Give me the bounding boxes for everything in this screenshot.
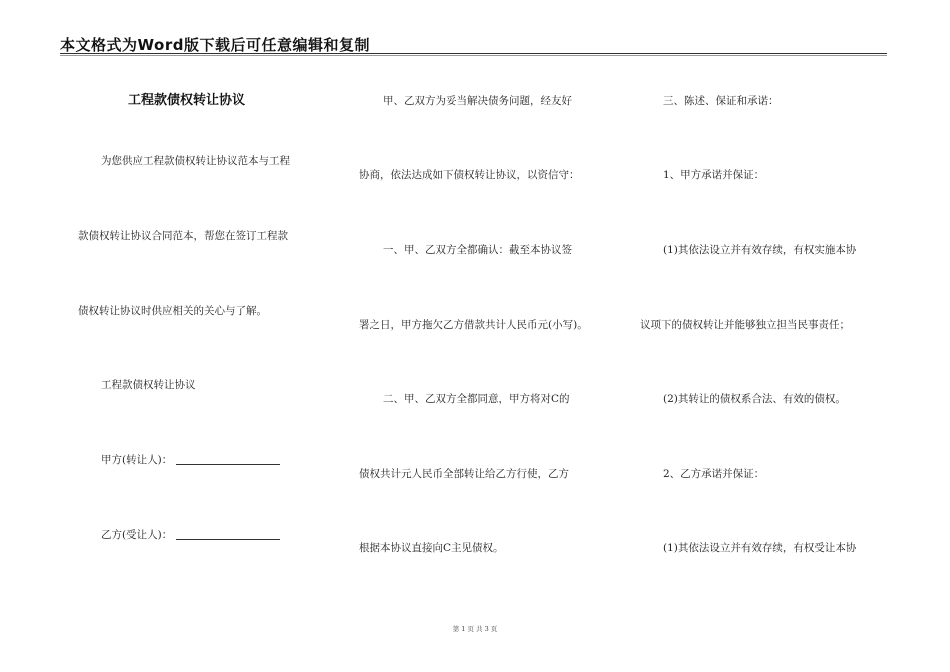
party-b-row [101,528,280,542]
party-a-row [101,453,280,467]
col2-line-4: 署之日，甲方拖欠乙方借款共计人民币元(小写)。 [359,319,588,331]
col3-line-3: (1)其依法设立并有效存续，有权实施本协 [663,244,857,256]
col3-line-1: 三、陈述、保证和承诺： [663,95,779,107]
col3-line-2: 1、甲方承诺并保证： [663,169,765,181]
doc-title: 工程款债权转让协议 [128,93,246,108]
col3-line-5: (2)其转让的债权系合法、有效的债权。 [663,393,846,405]
col2-line-7: 根据本协议直接向C主见债权。 [359,542,504,554]
party-a-label: 甲方(转让人)： [101,454,173,466]
col1-line-2: 款债权转让协议合同范本，帮您在签订工程款 [78,230,288,242]
header-rule-thin [60,55,887,56]
col1-line-3: 债权转让协议时供应相关的关心与了解。 [78,305,267,317]
col3-line-7: (1)其依法设立并有效存续，有权受让本协 [663,542,857,554]
col2-line-5: 二、甲、乙双方全都同意，甲方将对C的 [383,393,570,405]
col2-line-2: 协商，依法达成如下债权转让协议，以资信守： [359,169,580,181]
col1-line-1: 为您供应工程款债权转让协议范本与工程 [101,155,290,167]
party-b-label: 乙方(受让人)： [101,529,173,541]
col3-line-6: 2、乙方承诺并保证： [663,468,765,480]
header-rule [60,53,887,54]
col2-line-6: 债权共计元人民币全部转让给乙方行使，乙方 [359,468,569,480]
col2-line-1: 甲、乙双方为妥当解决债务问题，经友好 [383,95,572,107]
page-footer: 第 1 页 共 3 页 [452,625,498,633]
party-a-blank[interactable] [176,463,280,465]
document-header: 本文格式为Word版下载后可任意编辑和复制 [60,36,370,54]
col2-line-3: 一、甲、乙双方全都确认：截至本协议签 [383,244,572,256]
col3-line-4: 议项下的债权转让并能够独立担当民事责任； [640,319,850,331]
party-b-blank[interactable] [176,538,280,540]
col1-line-4: 工程款债权转让协议 [101,379,196,391]
